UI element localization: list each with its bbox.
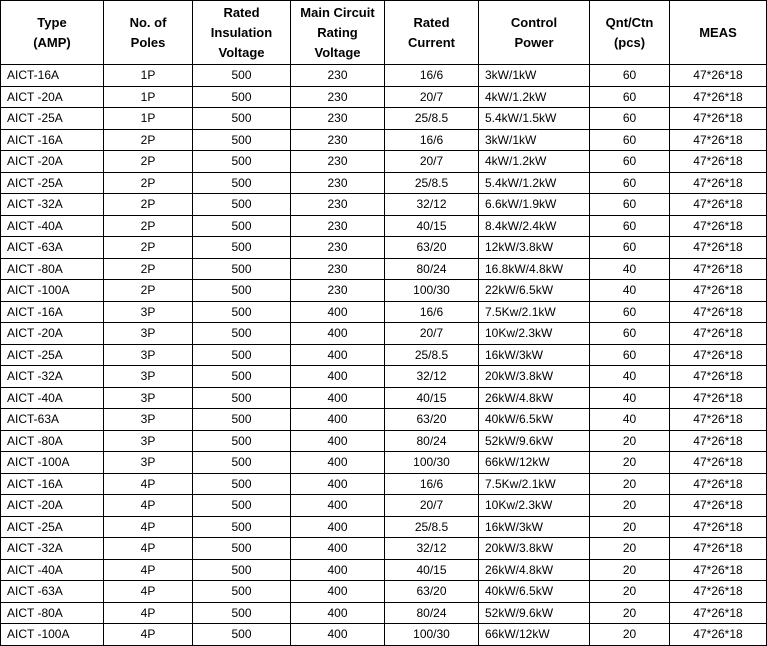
type-cell: AICT -63A bbox=[1, 581, 104, 603]
insulation-voltage-cell: 500 bbox=[193, 323, 291, 345]
rated-current-cell: 25/8.5 bbox=[385, 516, 479, 538]
table-row bbox=[1, 602, 767, 624]
type-cell: AICT -40A bbox=[1, 387, 104, 409]
qnt-ctn-cell: 20 bbox=[590, 495, 670, 517]
rated-current-cell: 63/20 bbox=[385, 409, 479, 431]
qnt-ctn-cell: 20 bbox=[590, 452, 670, 474]
qnt-ctn-cell: 60 bbox=[590, 323, 670, 345]
table-row bbox=[1, 237, 767, 259]
meas-cell: 47*26*18 bbox=[670, 516, 767, 538]
poles-cell: 3P bbox=[104, 430, 193, 452]
meas-cell: 47*26*18 bbox=[670, 344, 767, 366]
header-line: Current bbox=[408, 34, 455, 50]
insulation-voltage-cell: 500 bbox=[193, 409, 291, 431]
table-row bbox=[1, 559, 767, 581]
type-cell: AICT -20A bbox=[1, 323, 104, 345]
meas-cell: 47*26*18 bbox=[670, 237, 767, 259]
control-power-cell: 10Kw/2.3kW bbox=[479, 495, 590, 517]
poles-cell: 2P bbox=[104, 172, 193, 194]
poles-cell: 2P bbox=[104, 280, 193, 302]
meas-cell: 47*26*18 bbox=[670, 581, 767, 603]
meas-cell: 47*26*18 bbox=[670, 323, 767, 345]
circuit-voltage-cell: 230 bbox=[291, 151, 385, 173]
table-row bbox=[1, 172, 767, 194]
type-cell: AICT -100A bbox=[1, 624, 104, 646]
control-power-cell: 16kW/3kW bbox=[479, 516, 590, 538]
control-power-cell: 66kW/12kW bbox=[479, 452, 590, 474]
rated-current-cell: 80/24 bbox=[385, 430, 479, 452]
type-cell: AICT -25A bbox=[1, 344, 104, 366]
type-cell: AICT -16A bbox=[1, 301, 104, 323]
insulation-voltage-cell: 500 bbox=[193, 495, 291, 517]
poles-cell: 3P bbox=[104, 323, 193, 345]
poles-cell: 2P bbox=[104, 237, 193, 259]
circuit-voltage-cell: 400 bbox=[291, 366, 385, 388]
rated-current-cell: 20/7 bbox=[385, 151, 479, 173]
table-row bbox=[1, 430, 767, 452]
control-power-cell: 7.5Kw/2.1kW bbox=[479, 473, 590, 495]
qnt-ctn-cell: 60 bbox=[590, 86, 670, 108]
meas-cell: 47*26*18 bbox=[670, 108, 767, 130]
table-row bbox=[1, 387, 767, 409]
insulation-voltage-cell: 500 bbox=[193, 387, 291, 409]
header-line: (AMP) bbox=[33, 34, 71, 50]
qnt-ctn-cell: 40 bbox=[590, 258, 670, 280]
type-cell: AICT -40A bbox=[1, 559, 104, 581]
insulation-voltage-cell: 500 bbox=[193, 366, 291, 388]
table-row bbox=[1, 86, 767, 108]
rated-current-cell: 20/7 bbox=[385, 323, 479, 345]
circuit-voltage-header bbox=[291, 1, 385, 65]
insulation-voltage-cell: 500 bbox=[193, 624, 291, 646]
poles-cell: 3P bbox=[104, 409, 193, 431]
circuit-voltage-cell: 230 bbox=[291, 108, 385, 130]
control-power-cell: 22kW/6.5kW bbox=[479, 280, 590, 302]
circuit-voltage-cell: 400 bbox=[291, 516, 385, 538]
control-power-cell: 4kW/1.2kW bbox=[479, 86, 590, 108]
poles-cell: 4P bbox=[104, 495, 193, 517]
poles-cell: 2P bbox=[104, 151, 193, 173]
qnt-ctn-cell: 20 bbox=[590, 602, 670, 624]
meas-cell: 47*26*18 bbox=[670, 602, 767, 624]
header-line: MEAS bbox=[699, 24, 737, 40]
circuit-voltage-cell: 230 bbox=[291, 215, 385, 237]
table-row bbox=[1, 495, 767, 517]
circuit-voltage-cell: 400 bbox=[291, 559, 385, 581]
qnt-ctn-cell: 60 bbox=[590, 65, 670, 87]
circuit-voltage-cell: 400 bbox=[291, 323, 385, 345]
meas-cell: 47*26*18 bbox=[670, 430, 767, 452]
control-power-cell: 3kW/1kW bbox=[479, 129, 590, 151]
rated-current-cell: 40/15 bbox=[385, 215, 479, 237]
control-power-cell: 52kW/9.6kW bbox=[479, 602, 590, 624]
circuit-voltage-cell: 230 bbox=[291, 86, 385, 108]
rated-current-cell: 100/30 bbox=[385, 452, 479, 474]
table-row bbox=[1, 344, 767, 366]
insulation-voltage-cell: 500 bbox=[193, 301, 291, 323]
insulation-voltage-cell: 500 bbox=[193, 516, 291, 538]
circuit-voltage-cell: 230 bbox=[291, 172, 385, 194]
qnt-ctn-cell: 40 bbox=[590, 280, 670, 302]
insulation-voltage-cell: 500 bbox=[193, 280, 291, 302]
poles-cell: 3P bbox=[104, 301, 193, 323]
circuit-voltage-cell: 400 bbox=[291, 495, 385, 517]
insulation-voltage-cell: 500 bbox=[193, 151, 291, 173]
control-power-cell: 40kW/6.5kW bbox=[479, 409, 590, 431]
rated-current-cell: 20/7 bbox=[385, 495, 479, 517]
type-cell: AICT -20A bbox=[1, 151, 104, 173]
meas-cell: 47*26*18 bbox=[670, 129, 767, 151]
table-row bbox=[1, 581, 767, 603]
insulation-voltage-cell: 500 bbox=[193, 258, 291, 280]
poles-cell: 1P bbox=[104, 65, 193, 87]
meas-cell: 47*26*18 bbox=[670, 366, 767, 388]
poles-cell: 3P bbox=[104, 452, 193, 474]
insulation-voltage-cell: 500 bbox=[193, 559, 291, 581]
type-cell: AICT -20A bbox=[1, 86, 104, 108]
table-row bbox=[1, 624, 767, 646]
circuit-voltage-cell: 230 bbox=[291, 194, 385, 216]
rated-current-cell: 16/6 bbox=[385, 65, 479, 87]
type-cell: AICT -25A bbox=[1, 108, 104, 130]
poles-cell: 4P bbox=[104, 516, 193, 538]
type-cell: AICT -80A bbox=[1, 258, 104, 280]
type-cell: AICT -20A bbox=[1, 495, 104, 517]
type-cell: AICT-63A bbox=[1, 409, 104, 431]
type-cell: AICT-16A bbox=[1, 65, 104, 87]
table-row bbox=[1, 258, 767, 280]
circuit-voltage-cell: 400 bbox=[291, 301, 385, 323]
qnt-ctn-cell: 60 bbox=[590, 215, 670, 237]
meas-cell: 47*26*18 bbox=[670, 624, 767, 646]
meas-cell: 47*26*18 bbox=[670, 215, 767, 237]
poles-cell: 4P bbox=[104, 624, 193, 646]
table-row bbox=[1, 516, 767, 538]
rated-current-header bbox=[385, 1, 479, 65]
insulation-voltage-cell: 500 bbox=[193, 344, 291, 366]
rated-current-cell: 80/24 bbox=[385, 602, 479, 624]
circuit-voltage-cell: 230 bbox=[291, 237, 385, 259]
insulation-voltage-cell: 500 bbox=[193, 237, 291, 259]
type-cell: AICT -32A bbox=[1, 366, 104, 388]
table-row bbox=[1, 301, 767, 323]
insulation-voltage-cell: 500 bbox=[193, 86, 291, 108]
type-cell: AICT -16A bbox=[1, 473, 104, 495]
control-power-cell: 52kW/9.6kW bbox=[479, 430, 590, 452]
type-cell: AICT -63A bbox=[1, 237, 104, 259]
poles-cell: 4P bbox=[104, 559, 193, 581]
poles-cell: 4P bbox=[104, 602, 193, 624]
table-row bbox=[1, 151, 767, 173]
rated-current-cell: 25/8.5 bbox=[385, 172, 479, 194]
insulation-voltage-cell: 500 bbox=[193, 602, 291, 624]
control-power-cell: 40kW/6.5kW bbox=[479, 581, 590, 603]
table-row bbox=[1, 129, 767, 151]
table-row bbox=[1, 280, 767, 302]
poles-cell: 1P bbox=[104, 108, 193, 130]
type-cell: AICT -16A bbox=[1, 129, 104, 151]
rated-current-cell: 16/6 bbox=[385, 301, 479, 323]
header-line: Power bbox=[514, 34, 554, 50]
type-cell: AICT -80A bbox=[1, 602, 104, 624]
qnt-ctn-cell: 20 bbox=[590, 473, 670, 495]
circuit-voltage-cell: 400 bbox=[291, 344, 385, 366]
insulation-voltage-cell: 500 bbox=[193, 473, 291, 495]
header-line: No. of bbox=[129, 14, 167, 30]
meas-cell: 47*26*18 bbox=[670, 473, 767, 495]
table-row bbox=[1, 473, 767, 495]
meas-cell: 47*26*18 bbox=[670, 172, 767, 194]
qnt-ctn-cell: 20 bbox=[590, 624, 670, 646]
rated-current-cell: 63/20 bbox=[385, 581, 479, 603]
insulation-voltage-cell: 500 bbox=[193, 65, 291, 87]
meas-cell: 47*26*18 bbox=[670, 301, 767, 323]
meas-cell: 47*26*18 bbox=[670, 86, 767, 108]
type-cell: AICT -25A bbox=[1, 516, 104, 538]
meas-cell: 47*26*18 bbox=[670, 280, 767, 302]
control-power-cell: 16.8kW/4.8kW bbox=[479, 258, 590, 280]
rated-current-cell: 32/12 bbox=[385, 194, 479, 216]
qnt-ctn-cell: 60 bbox=[590, 129, 670, 151]
type-cell: AICT -25A bbox=[1, 172, 104, 194]
meas-cell: 47*26*18 bbox=[670, 194, 767, 216]
circuit-voltage-cell: 400 bbox=[291, 387, 385, 409]
circuit-voltage-cell: 400 bbox=[291, 430, 385, 452]
meas-cell: 47*26*18 bbox=[670, 151, 767, 173]
qnt-ctn-cell: 20 bbox=[590, 538, 670, 560]
poles-cell: 3P bbox=[104, 366, 193, 388]
header-line: Qnt/Ctn bbox=[605, 14, 654, 30]
circuit-voltage-cell: 400 bbox=[291, 473, 385, 495]
poles-cell: 2P bbox=[104, 258, 193, 280]
insulation-voltage-cell: 500 bbox=[193, 172, 291, 194]
qnt-ctn-cell: 60 bbox=[590, 194, 670, 216]
type-header bbox=[1, 1, 104, 65]
qnt-ctn-cell: 40 bbox=[590, 409, 670, 431]
rated-current-cell: 40/15 bbox=[385, 387, 479, 409]
rated-current-cell: 20/7 bbox=[385, 86, 479, 108]
table-row bbox=[1, 215, 767, 237]
meas-cell: 47*26*18 bbox=[670, 559, 767, 581]
control-power-cell: 8.4kW/2.4kW bbox=[479, 215, 590, 237]
meas-cell: 47*26*18 bbox=[670, 258, 767, 280]
rated-current-cell: 16/6 bbox=[385, 473, 479, 495]
poles-cell: 2P bbox=[104, 194, 193, 216]
header-line: Main Circuit bbox=[300, 4, 375, 20]
table-row bbox=[1, 323, 767, 345]
poles-cell: 1P bbox=[104, 86, 193, 108]
circuit-voltage-cell: 400 bbox=[291, 624, 385, 646]
header-row bbox=[1, 1, 767, 65]
control-power-cell: 10Kw/2.3kW bbox=[479, 323, 590, 345]
circuit-voltage-cell: 400 bbox=[291, 602, 385, 624]
insulation-voltage-cell: 500 bbox=[193, 452, 291, 474]
table-row bbox=[1, 538, 767, 560]
control-power-cell: 16kW/3kW bbox=[479, 344, 590, 366]
rated-current-cell: 40/15 bbox=[385, 559, 479, 581]
header-line: Control bbox=[510, 14, 558, 30]
meas-cell: 47*26*18 bbox=[670, 495, 767, 517]
control-power-cell: 26kW/4.8kW bbox=[479, 387, 590, 409]
insulation-voltage-cell: 500 bbox=[193, 194, 291, 216]
table-body bbox=[1, 65, 767, 646]
type-cell: AICT -32A bbox=[1, 538, 104, 560]
header-line: Rated bbox=[413, 14, 450, 30]
insulation-voltage-cell: 500 bbox=[193, 430, 291, 452]
rated-current-cell: 16/6 bbox=[385, 129, 479, 151]
header-line: Voltage bbox=[218, 44, 265, 60]
header-line: Voltage bbox=[314, 44, 361, 60]
circuit-voltage-cell: 230 bbox=[291, 280, 385, 302]
control-power-cell: 12kW/3.8kW bbox=[479, 237, 590, 259]
circuit-voltage-cell: 400 bbox=[291, 581, 385, 603]
control-power-cell: 7.5Kw/2.1kW bbox=[479, 301, 590, 323]
header-line: (pcs) bbox=[613, 34, 646, 50]
poles-cell: 4P bbox=[104, 538, 193, 560]
type-cell: AICT -32A bbox=[1, 194, 104, 216]
table-row bbox=[1, 366, 767, 388]
poles-cell: 3P bbox=[104, 387, 193, 409]
meas-cell: 47*26*18 bbox=[670, 409, 767, 431]
rated-current-cell: 100/30 bbox=[385, 624, 479, 646]
control-power-cell: 66kW/12kW bbox=[479, 624, 590, 646]
meas-cell: 47*26*18 bbox=[670, 538, 767, 560]
qnt-ctn-cell: 60 bbox=[590, 151, 670, 173]
qnt-ctn-cell: 40 bbox=[590, 387, 670, 409]
insulation-voltage-cell: 500 bbox=[193, 215, 291, 237]
insulation-voltage-cell: 500 bbox=[193, 538, 291, 560]
insulation-voltage-cell: 500 bbox=[193, 129, 291, 151]
meas-cell: 47*26*18 bbox=[670, 452, 767, 474]
rated-current-cell: 32/12 bbox=[385, 538, 479, 560]
qnt-ctn-cell: 20 bbox=[590, 430, 670, 452]
header-line: Rating bbox=[317, 24, 358, 40]
poles-cell: 3P bbox=[104, 344, 193, 366]
qnt-ctn-cell: 40 bbox=[590, 366, 670, 388]
circuit-voltage-cell: 230 bbox=[291, 258, 385, 280]
qnt-ctn-cell: 60 bbox=[590, 301, 670, 323]
table-row bbox=[1, 452, 767, 474]
control-power-cell: 5.4kW/1.2kW bbox=[479, 172, 590, 194]
control-power-cell: 20kW/3.8kW bbox=[479, 538, 590, 560]
poles-cell: 4P bbox=[104, 473, 193, 495]
rated-current-cell: 100/30 bbox=[385, 280, 479, 302]
insulation-voltage-header bbox=[193, 1, 291, 65]
poles-cell: 2P bbox=[104, 129, 193, 151]
rated-current-cell: 32/12 bbox=[385, 366, 479, 388]
qnt-ctn-cell: 60 bbox=[590, 344, 670, 366]
table-row bbox=[1, 108, 767, 130]
insulation-voltage-cell: 500 bbox=[193, 108, 291, 130]
poles-cell: 2P bbox=[104, 215, 193, 237]
rated-current-cell: 25/8.5 bbox=[385, 108, 479, 130]
meas-cell: 47*26*18 bbox=[670, 65, 767, 87]
rated-current-cell: 63/20 bbox=[385, 237, 479, 259]
circuit-voltage-cell: 400 bbox=[291, 409, 385, 431]
control-power-cell: 26kW/4.8kW bbox=[479, 559, 590, 581]
circuit-voltage-cell: 230 bbox=[291, 129, 385, 151]
qnt-ctn-cell: 60 bbox=[590, 108, 670, 130]
table-row bbox=[1, 194, 767, 216]
header-line: Rated bbox=[223, 4, 260, 20]
type-cell: AICT -40A bbox=[1, 215, 104, 237]
meas-cell: 47*26*18 bbox=[670, 387, 767, 409]
rated-current-cell: 80/24 bbox=[385, 258, 479, 280]
header-line: Type bbox=[37, 14, 67, 30]
control-power-cell: 6.6kW/1.9kW bbox=[479, 194, 590, 216]
rated-current-cell: 25/8.5 bbox=[385, 344, 479, 366]
type-cell: AICT -100A bbox=[1, 452, 104, 474]
circuit-voltage-cell: 400 bbox=[291, 452, 385, 474]
poles-header bbox=[104, 1, 193, 65]
insulation-voltage-cell: 500 bbox=[193, 581, 291, 603]
qnt-ctn-cell: 20 bbox=[590, 516, 670, 538]
qnt-ctn-cell: 60 bbox=[590, 237, 670, 259]
qnt-ctn-cell: 60 bbox=[590, 172, 670, 194]
qnt-ctn-cell: 20 bbox=[590, 559, 670, 581]
header-line: Insulation bbox=[210, 24, 273, 40]
control-power-cell: 3kW/1kW bbox=[479, 65, 590, 87]
table-row bbox=[1, 65, 767, 87]
control-power-cell: 5.4kW/1.5kW bbox=[479, 108, 590, 130]
circuit-voltage-cell: 230 bbox=[291, 65, 385, 87]
meas-header bbox=[670, 1, 767, 65]
poles-cell: 4P bbox=[104, 581, 193, 603]
control-power-cell: 4kW/1.2kW bbox=[479, 151, 590, 173]
control-power-header bbox=[479, 1, 590, 65]
type-cell: AICT -80A bbox=[1, 430, 104, 452]
qnt-ctn-header bbox=[590, 1, 670, 65]
table-row bbox=[1, 409, 767, 431]
circuit-voltage-cell: 400 bbox=[291, 538, 385, 560]
qnt-ctn-cell: 20 bbox=[590, 581, 670, 603]
header-line: Poles bbox=[130, 34, 166, 50]
control-power-cell: 20kW/3.8kW bbox=[479, 366, 590, 388]
type-cell: AICT -100A bbox=[1, 280, 104, 302]
